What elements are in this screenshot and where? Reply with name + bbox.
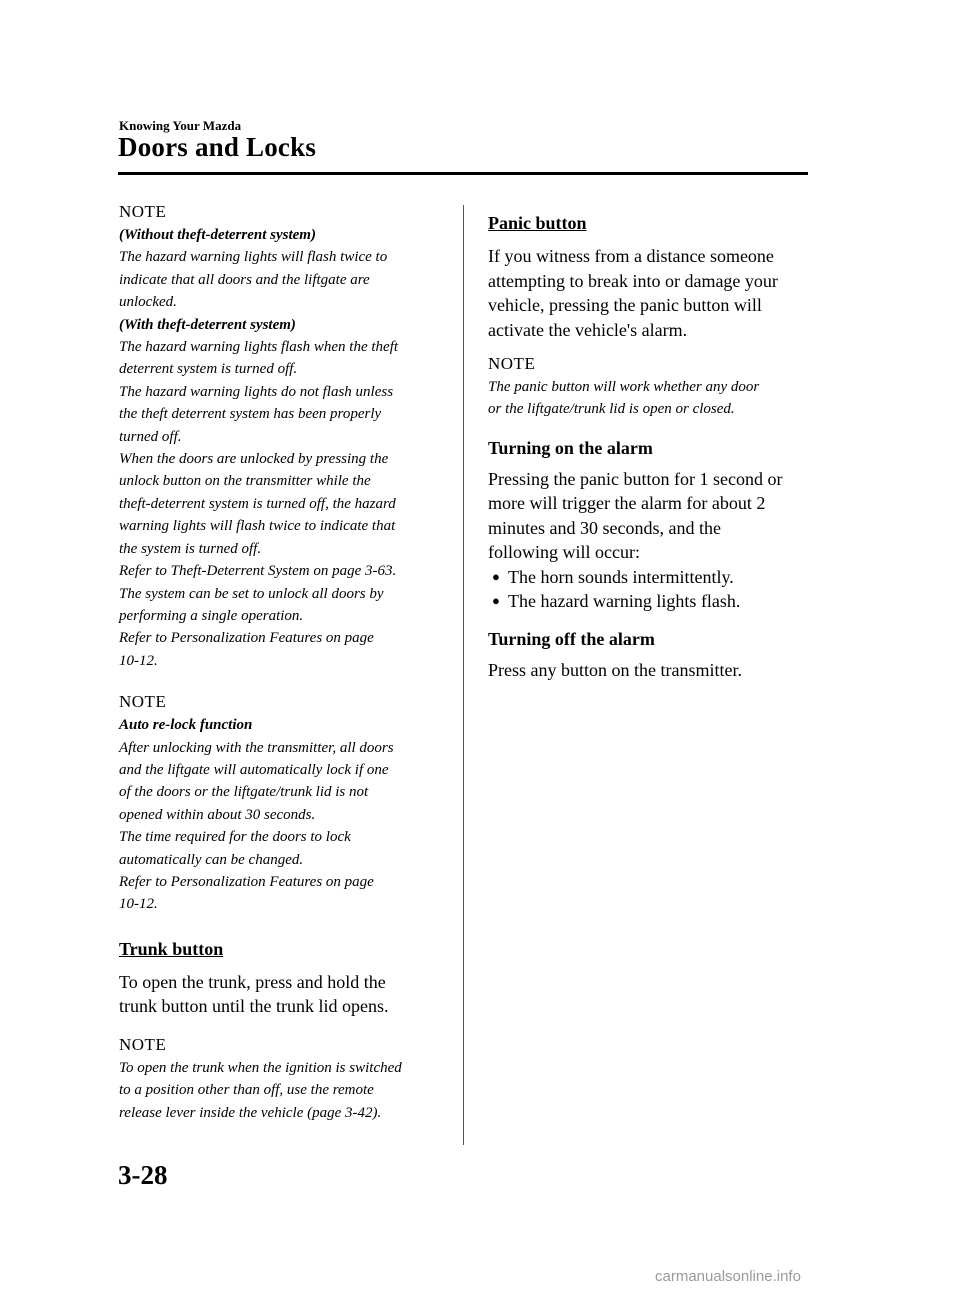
- paragraph-line: Pressing the panic button for 1 second or: [488, 468, 783, 489]
- note-line: Refer to Personalization Features on page: [119, 630, 374, 647]
- trunk-button-paragraph: [119, 970, 449, 1019]
- list-item-text: The hazard warning lights flash.: [508, 591, 741, 612]
- note-line: After unlocking with the transmitter, all doors: [119, 739, 394, 756]
- note-body: [119, 224, 449, 672]
- note-line: The hazard warning lights flash when the theft: [119, 339, 399, 356]
- panic-button-paragraph: [488, 244, 806, 342]
- note-line: performing a single operation.: [119, 607, 304, 624]
- turning-on-alarm-section: [488, 435, 806, 614]
- note-line: or the liftgate/trunk lid is open or closed.: [488, 401, 735, 418]
- alarm-effects-list: [488, 565, 806, 614]
- page-number: 3-28: [118, 1160, 168, 1190]
- paragraph-line: attempting to break into or damage your: [488, 270, 778, 291]
- note-body: [488, 376, 806, 421]
- note-line: turned off.: [119, 428, 182, 445]
- note-label: NOTE: [119, 692, 167, 712]
- paragraph-line: minutes and 30 seconds, and the: [488, 517, 721, 538]
- section-title: Doors and Locks: [118, 132, 317, 162]
- turning-off-alarm-heading: Turning off the alarm: [488, 628, 655, 649]
- note-line: automatically can be changed.: [119, 851, 304, 868]
- list-item: [488, 565, 806, 590]
- note-line: release lever inside the vehicle (page 3-42).: [119, 1104, 382, 1121]
- note-line: The hazard warning lights will flash twice to: [119, 249, 388, 266]
- note-line: unlock button on the transmitter while the: [119, 473, 371, 490]
- note-line: of the doors or the liftgate/trunk lid is not: [119, 784, 369, 801]
- right-column: [488, 210, 806, 682]
- note-line: When the doors are unlocked by pressing the: [119, 451, 389, 468]
- note-line: theft-deterrent system is turned off, the hazard: [119, 495, 396, 512]
- note-line: opened within about 30 seconds.: [119, 806, 316, 823]
- left-column: [119, 200, 449, 1124]
- column-divider: [463, 205, 464, 1145]
- note-line: The time required for the doors to lock: [119, 829, 351, 846]
- note-line: warning lights will flash twice to indicate that: [119, 518, 396, 535]
- note-auto-relock: [119, 690, 449, 916]
- note-subheading: (With theft-deterrent system): [119, 316, 296, 333]
- note-label: NOTE: [119, 202, 167, 221]
- turning-off-alarm-paragraph: [488, 658, 806, 683]
- note-line: 10-12.: [119, 896, 158, 913]
- panic-button-section: [488, 210, 806, 342]
- trunk-button-heading: Trunk button: [119, 938, 224, 959]
- note-line: The system can be set to unlock all doors by: [119, 585, 384, 602]
- turning-on-alarm-heading: Turning on the alarm: [488, 437, 653, 458]
- note-line: and the liftgate will automatically lock if one: [119, 761, 389, 778]
- paragraph-line: more will trigger the alarm for about 2: [488, 493, 766, 514]
- note-line: 10-12.: [119, 652, 158, 669]
- turning-on-alarm-paragraph: [488, 467, 806, 565]
- paragraph-line: trunk button until the trunk lid opens.: [119, 996, 389, 1017]
- note-body: [119, 714, 449, 916]
- note-line: indicate that all doors and the liftgate are: [119, 271, 370, 288]
- header-rule: [118, 172, 808, 175]
- note-line: the theft deterrent system has been properly: [119, 406, 382, 423]
- note-line: Refer to Theft-Deterrent System on page 3-63.: [119, 563, 397, 580]
- paragraph-line: vehicle, pressing the panic button will: [488, 295, 762, 315]
- list-item: [488, 589, 806, 614]
- note-label: NOTE: [119, 1034, 167, 1054]
- bullet-icon: ●: [492, 568, 500, 584]
- paragraph-line: Press any button on the transmitter.: [488, 659, 742, 680]
- panic-button-heading: Panic button: [488, 213, 587, 233]
- note-body: [119, 1057, 449, 1124]
- bullet-icon: ●: [492, 593, 500, 609]
- note-trunk-remote-release: [119, 1033, 449, 1124]
- note-line: unlocked.: [119, 294, 177, 311]
- paragraph-line: following will occur:: [488, 542, 640, 563]
- note-line: Refer to Personalization Features on page: [119, 873, 374, 890]
- paragraph-line: activate the vehicle's alarm.: [488, 319, 688, 340]
- note-subheading: Auto re-lock function: [119, 717, 253, 734]
- note-line: the system is turned off.: [119, 540, 262, 557]
- trunk-button-section: [119, 936, 449, 1019]
- note-panic-button: [488, 352, 806, 421]
- note-line: to a position other than off, use the remote: [119, 1082, 374, 1099]
- note-line: To open the trunk when the ignition is switched: [119, 1059, 402, 1076]
- note-subheading: (Without theft-deterrent system): [119, 227, 316, 243]
- watermark: carmanualsonline.info: [655, 1268, 801, 1285]
- running-head: Knowing Your Mazda: [119, 118, 242, 133]
- list-item-text: The horn sounds intermittently.: [508, 566, 734, 587]
- note-line: The panic button will work whether any door: [488, 379, 760, 395]
- paragraph-line: If you witness from a distance someone: [488, 246, 774, 266]
- paragraph-line: To open the trunk, press and hold the: [119, 971, 386, 992]
- note-line: The hazard warning lights do not flash unless: [119, 383, 394, 400]
- note-line: deterrent system is turned off.: [119, 361, 298, 378]
- turning-off-alarm-section: [488, 626, 806, 683]
- note-without-theft-deterrent: [119, 200, 449, 672]
- note-label: NOTE: [488, 354, 536, 373]
